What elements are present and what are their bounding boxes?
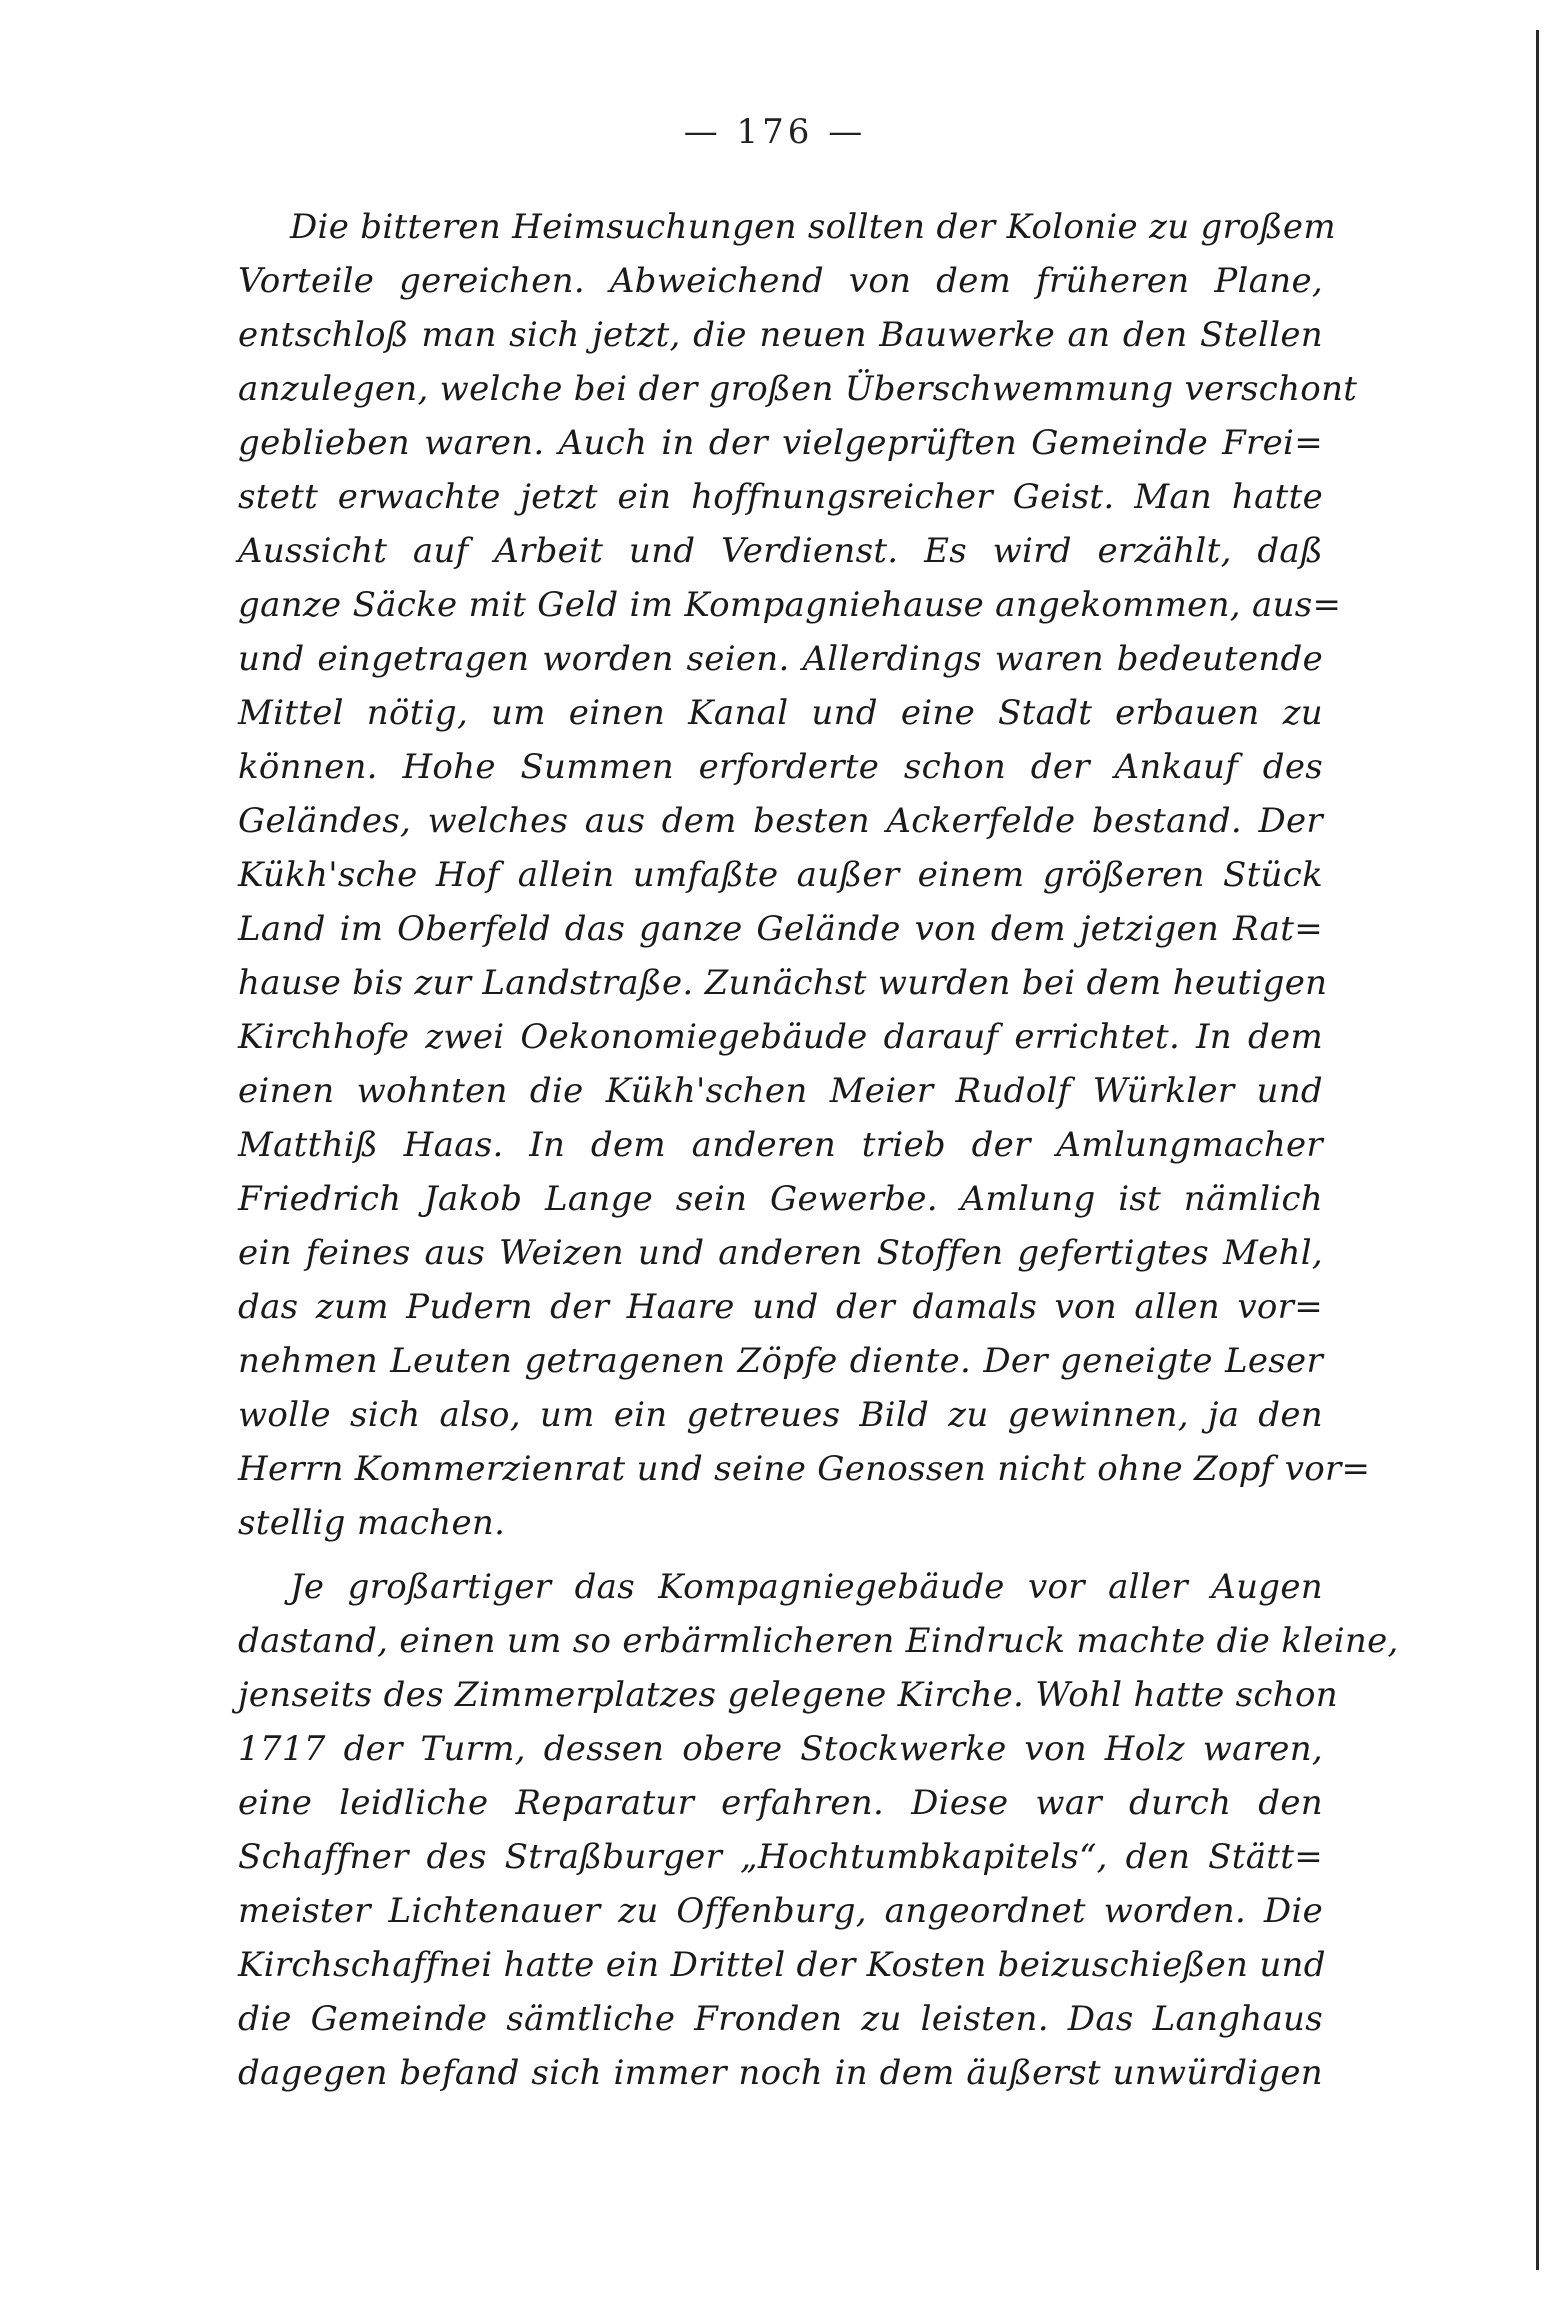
text-line: eine leidliche Reparatur erfahren. Diese war durch den — [238, 1783, 1323, 1823]
text-line: stett erwachte jetzt ein hoffnungsreicher Geist. Man hatte — [238, 477, 1323, 517]
text-line: Vorteile gereichen. Abweichend von dem früheren Plane, — [238, 261, 1323, 301]
paragraph-2 — [238, 1560, 1399, 2100]
text-line: Kirchschaffnei hatte ein Drittel der Kosten beizuschießen und — [238, 1945, 1326, 1985]
paragraph-gap — [238, 1550, 1323, 1560]
text-line: Kükh'sche Hof allein umfaßte außer einem größeren Stück — [238, 855, 1323, 895]
text-line: können. Hohe Summen erforderte schon der Ankauf des — [238, 747, 1323, 787]
text-line: Friedrich Jakob Lange sein Gewerbe. Amlung ist nämlich — [238, 1179, 1323, 1219]
paragraph-1 — [238, 200, 1371, 1550]
page-number: — 176 — — [683, 112, 867, 152]
text-line: und eingetragen worden seien. Allerdings waren bedeutende — [238, 639, 1323, 679]
text-line: Land im Oberfeld das ganze Gelände von dem jetzigen Rat= — [238, 909, 1323, 949]
text-line: hause bis zur Landstraße. Zunächst wurden bei dem heutigen — [238, 963, 1328, 1003]
text-line: Je großartiger das Kompagniegebäude vor aller Augen — [290, 1567, 1323, 1607]
text-line: Mittel nötig, um einen Kanal und eine Stadt erbauen zu — [238, 693, 1323, 733]
text-line: Aussicht auf Arbeit und Verdienst. Es wird erzählt, daß — [238, 531, 1323, 571]
text-line: die Gemeinde sämtliche Fronden zu leisten. Das Langhaus — [238, 1999, 1323, 2039]
text-line: Matthiß Haas. In dem anderen trieb der Amlungmacher — [238, 1125, 1323, 1165]
text-line: entschloß man sich jetzt, die neuen Bauwerke an den Stellen — [238, 315, 1323, 355]
text-line: ein feines aus Weizen und anderen Stoffen gefertigtes Mehl, — [238, 1233, 1323, 1273]
text-line: stellig machen. — [238, 1503, 506, 1543]
text-line: dagegen befand sich immer noch in dem äußerst unwürdigen — [238, 2053, 1323, 2093]
text-line: Die bitteren Heimsuchungen sollten der Kolonie zu großem — [290, 207, 1336, 247]
text-line: ganze Säcke mit Geld im Kompagniehause angekommen, aus= — [238, 585, 1342, 625]
text-line: 1717 der Turm, dessen obere Stockwerke von Holz waren, — [238, 1729, 1323, 1769]
text-line: anzulegen, welche bei der großen Überschwemmung verschont — [238, 369, 1358, 409]
text-line: das zum Pudern der Haare und der damals von allen vor= — [238, 1287, 1323, 1327]
page-edge-line — [1536, 30, 1539, 2270]
text-line: Kirchhofe zwei Oekonomiegebäude darauf errichtet. In dem — [238, 1017, 1323, 1057]
text-line: wolle sich also, um ein getreues Bild zu gewinnen, ja den — [238, 1395, 1323, 1435]
text-line: Schaffner des Straßburger „Hochtumbkapitels“, den Stätt= — [238, 1837, 1323, 1877]
text-line: geblieben waren. Auch in der vielgeprüften Gemeinde Frei= — [238, 423, 1323, 463]
text-line: einen wohnten die Kükh'schen Meier Rudolf Würkler und — [238, 1071, 1323, 1111]
text-line: Herrn Kommerzienrat und seine Genossen nicht ohne Zopf vor= — [238, 1449, 1371, 1489]
text-line: jenseits des Zimmerplatzes gelegene Kirche. Wohl hatte schon — [238, 1675, 1338, 1715]
text-line: meister Lichtenauer zu Offenburg, angeordnet worden. Die — [238, 1891, 1323, 1931]
body-text — [238, 200, 1399, 2100]
text-line: dastand, einen um so erbärmlicheren Eindruck machte die kleine, — [238, 1621, 1399, 1661]
text-line: nehmen Leuten getragenen Zöpfe diente. Der geneigte Leser — [238, 1341, 1323, 1381]
text-line: Geländes, welches aus dem besten Ackerfelde bestand. Der — [238, 801, 1323, 841]
